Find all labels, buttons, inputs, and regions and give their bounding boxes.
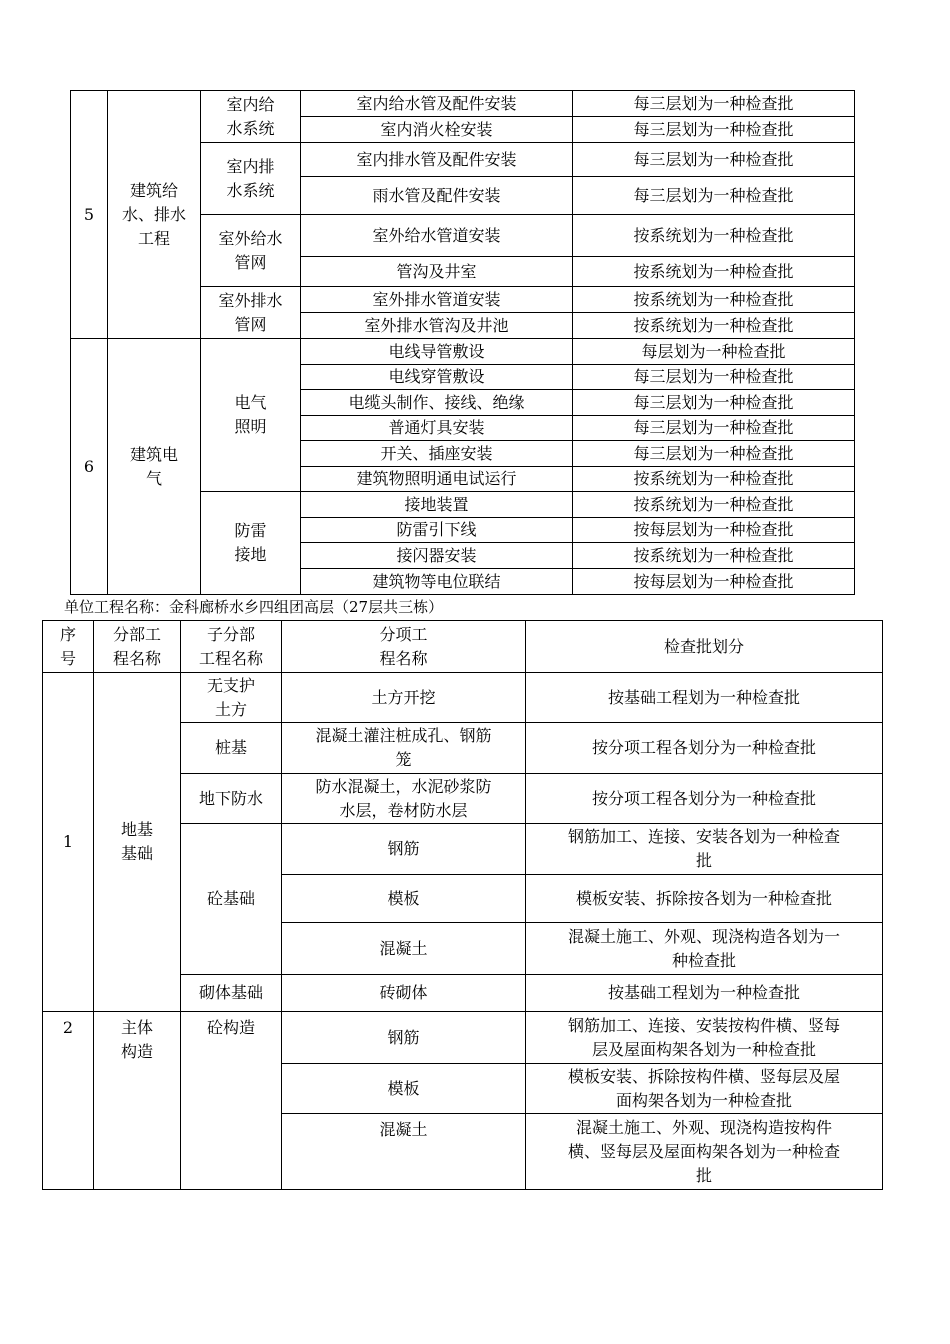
item-name: 钢筋 [282, 1012, 526, 1064]
batch-rule: 钢筋加工、连接、安装按构件横、竖每 层及屋面构架各划为一种检查批 [526, 1012, 883, 1064]
header-division: 分部工 程名称 [94, 621, 181, 673]
item-name: 模板 [282, 875, 526, 923]
item-name: 雨水管及配件安装 [301, 177, 573, 215]
batch-rule: 每层划为一种检查批 [573, 339, 855, 365]
batch-rule: 按基础工程划为一种检查批 [526, 673, 883, 723]
item-name: 室外给水管道安装 [301, 215, 573, 257]
batch-rule: 按分项工程各划分为一种检查批 [526, 774, 883, 824]
batch-rule: 按系统划为一种检查批 [573, 543, 855, 569]
item-name: 混凝土 [282, 923, 526, 975]
batch-rule: 每三层划为一种检查批 [573, 390, 855, 416]
subdivision-name: 地下防水 [181, 774, 282, 824]
subdivision-name: 室内给 水系统 [201, 91, 301, 143]
batch-rule: 按每层划为一种检查批 [573, 518, 855, 543]
subdivision-name: 室内排 水系统 [201, 143, 301, 215]
item-name: 接地装置 [301, 492, 573, 518]
division-name: 建筑给 水、排水 工程 [108, 91, 201, 339]
batch-rule: 每三层划为一种检查批 [573, 117, 855, 143]
subdivision-name: 室外给水 管网 [201, 215, 301, 287]
subdivision-name: 防雷 接地 [201, 492, 301, 595]
header-item: 分项工 程名称 [282, 621, 526, 673]
item-name: 电线导管敷设 [301, 339, 573, 365]
batch-rule: 按系统划为一种检查批 [573, 287, 855, 313]
item-name: 接闪器安装 [301, 543, 573, 569]
division-table [42, 620, 883, 1190]
item-name: 砖砌体 [282, 975, 526, 1012]
division-number: 6 [71, 339, 108, 595]
batch-rule: 按系统划为一种检查批 [573, 492, 855, 518]
item-name: 土方开挖 [282, 673, 526, 723]
division-table-continued [70, 90, 855, 595]
batch-rule: 按分项工程各划分为一种检查批 [526, 723, 883, 774]
item-name: 防水混凝土，水泥砂浆防 水层，卷材防水层 [282, 774, 526, 824]
subdivision-name: 无支护 土方 [181, 673, 282, 723]
division-name: 建筑电 气 [108, 339, 201, 595]
item-name: 室外排水管沟及井池 [301, 313, 573, 339]
unit-project-caption: 单位工程名称：金科廊桥水乡四组团高层（27层共三栋） [64, 598, 444, 616]
item-name: 钢筋 [282, 824, 526, 875]
subdivision-name: 砌体基础 [181, 975, 282, 1012]
division-name: 地基 基础 [94, 673, 181, 1012]
item-name: 室内给水管及配件安装 [301, 91, 573, 117]
batch-rule: 每三层划为一种检查批 [573, 177, 855, 215]
item-name: 模板 [282, 1064, 526, 1114]
batch-rule: 按每层划为一种检查批 [573, 569, 855, 595]
batch-rule: 按基础工程划为一种检查批 [526, 975, 883, 1012]
item-name: 混凝土 [282, 1114, 526, 1190]
item-name: 管沟及井室 [301, 257, 573, 287]
item-name: 开关、插座安装 [301, 441, 573, 467]
batch-rule: 每三层划为一种检查批 [573, 416, 855, 441]
batch-rule: 每三层划为一种检查批 [573, 365, 855, 390]
batch-rule: 按系统划为一种检查批 [573, 313, 855, 339]
item-name: 防雷引下线 [301, 518, 573, 543]
item-name: 室内排水管及配件安装 [301, 143, 573, 177]
item-name: 室内消火栓安装 [301, 117, 573, 143]
batch-rule: 按系统划为一种检查批 [573, 257, 855, 287]
batch-rule: 每三层划为一种检查批 [573, 441, 855, 467]
batch-rule: 每三层划为一种检查批 [573, 143, 855, 177]
batch-rule: 混凝土施工、外观、现浇构造各划为一 种检查批 [526, 923, 883, 975]
division-number: 1 [43, 673, 94, 1012]
header-batch: 检查批划分 [526, 621, 883, 673]
subdivision-name: 桩基 [181, 723, 282, 774]
batch-rule: 模板安装、拆除按各划为一种检查批 [526, 875, 883, 923]
batch-rule: 按系统划为一种检查批 [573, 215, 855, 257]
batch-rule: 混凝土施工、外观、现浇构造按构件 横、竖每层及屋面构架各划为一种检查 批 [526, 1114, 883, 1190]
division-name: 主体 构造 [94, 1012, 181, 1190]
item-name: 建筑物等电位联结 [301, 569, 573, 595]
batch-rule: 钢筋加工、连接、安装各划为一种检查 批 [526, 824, 883, 875]
division-number: 5 [71, 91, 108, 339]
header-subdivision: 子分部 工程名称 [181, 621, 282, 673]
item-name: 室外排水管道安装 [301, 287, 573, 313]
batch-rule: 按系统划为一种检查批 [573, 467, 855, 492]
item-name: 普通灯具安装 [301, 416, 573, 441]
table-header-row [43, 621, 883, 673]
batch-rule: 模板安装、拆除按构件横、竖每层及屋 面构架各划为一种检查批 [526, 1064, 883, 1114]
item-name: 电线穿管敷设 [301, 365, 573, 390]
subdivision-name: 砼基础 [181, 824, 282, 975]
item-name: 混凝土灌注桩成孔、钢筋 笼 [282, 723, 526, 774]
batch-rule: 每三层划为一种检查批 [573, 91, 855, 117]
header-number: 序 号 [43, 621, 94, 673]
subdivision-name: 电气 照明 [201, 339, 301, 492]
item-name: 电缆头制作、接线、绝缘 [301, 390, 573, 416]
subdivision-name: 室外排水 管网 [201, 287, 301, 339]
item-name: 建筑物照明通电试运行 [301, 467, 573, 492]
division-number: 2 [43, 1012, 94, 1190]
subdivision-name: 砼构造 [181, 1012, 282, 1190]
